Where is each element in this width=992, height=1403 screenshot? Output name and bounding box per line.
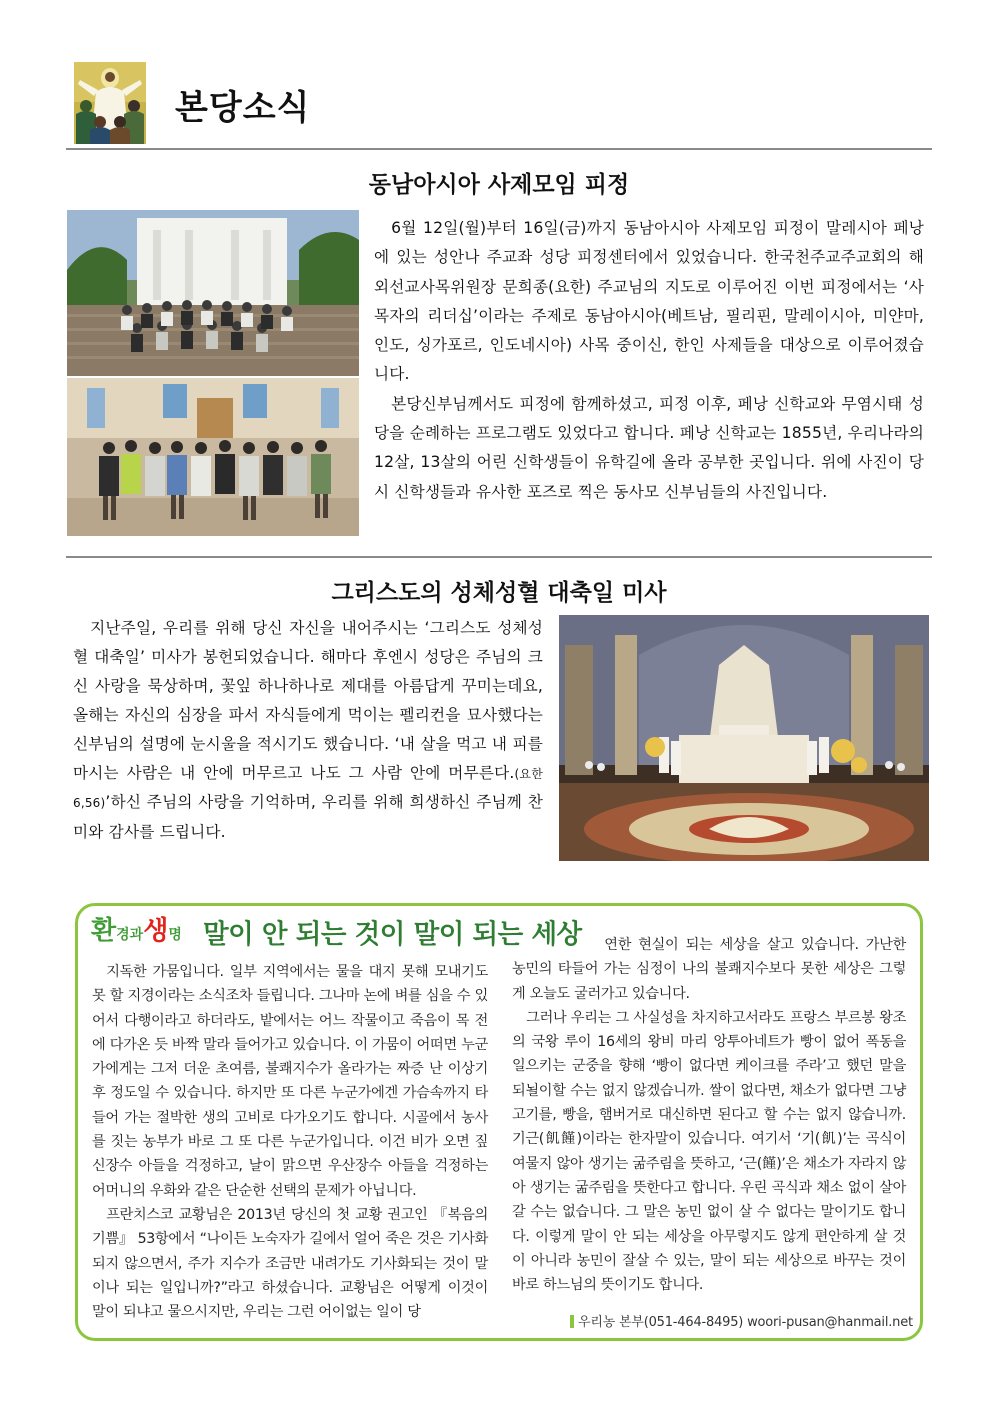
page-title: 본당소식 [175, 88, 311, 128]
column-left-text [92, 960, 488, 1324]
section1-title: 동남아시아 사제모임 피정 [368, 172, 630, 198]
column-right-text [512, 933, 906, 1297]
brand-char: 명 [168, 927, 182, 943]
column-brand [91, 910, 182, 947]
column-paragraph: 연한 현실이 되는 세상을 살고 있습니다. 가난한 농민의 타들어 가는 심정이 나의 불쾌지수보다 못한 세상은 그렇게 오늘도 굴러가고 있습니다. [512, 937, 906, 1002]
column-paragraph: 프란치스코 교황님은 2013년 당신의 첫 교황 권고인 『복음의 기쁨』 53항에서 “나이든 노숙자가 길에서 얼어 죽은 것은 기사화되지 않으면서, 주가 지수가 조금만 내려가도 기사화되는 것이 말이나 되는 일입니까?”라고 하셨습니다. 교황님은 어떻게 이것이 말이 되냐고 물으시지만, 우리는 그런 어이없는 일이 당 [92, 1206, 488, 1321]
column-paragraph: 지독한 가뭄입니다. 일부 지역에서는 물을 대지 못해 모내기도 못 할 지경이라는 소식조차 들립니다. 그나마 논에 벼를 심을 수 있어서 다행이라고 하더라도, 밭에서는 어느 작물이고 죽음이 목 전에 다가온 듯 바짝 말라 들어가고 있습니다. 이 가뭄이 어떠면 누군가에게는 그저 더운 초여름, 불쾌지수가 올라가는 짜증 난 이상기후 정도일 수 있습니다. 하지만 또 다른 누군가에겐 가슴속까지 타들어 가는 절박한 생의 고비로 다가오기도 합니다. 시골에서 농사를 짓는 농부가 바로 그 또 다른 누군가입니다. 이건 비가 오면 짚신장수 아들을 걱정하고, 날이 맑으면 우산장수 아들을 걱정하는 어머니의 우화와 같은 단순한 선택의 문제가 아닙니다. [92, 964, 488, 1199]
parish-logo [74, 62, 146, 144]
brand-char: 과 [129, 927, 144, 943]
section2-text-before-ref: 지난주일, 우리를 위해 당신 자신을 내어주시는 ‘그리스도 성체성혈 대축일’ 미사가 봉헌되었습니다. 해마다 후엔시 성당은 주님의 크신 사랑을 묵상하며, 꽃잎 하나하나로 제대를 아름답게 꾸미는데요, 올해는 자신의 심장을 파서 자식들에게 먹이는 펠리컨을 묘사했다는 신부님의 설명에 눈시울을 적시기도 했습니다. ‘내 살을 먹고 내 피를 마시는 사람은 내 안에 머무르고 나도 그 사람 안에 머무른다. [73, 619, 543, 782]
section2-paragraph [73, 614, 543, 847]
section2-body [73, 614, 543, 847]
retreat-group-photo-stairs [67, 210, 359, 376]
corpus-christi-mass-photo [559, 615, 929, 861]
section-divider [66, 556, 932, 558]
section2-text-after-ref: ’하신 주님의 사랑을 기억하며, 우리를 위해 희생하신 주님께 찬미와 감사를 드립니다. [73, 793, 543, 842]
retreat-group-photo-chapel [67, 378, 359, 536]
section1-body [374, 214, 924, 507]
section1-paragraph: 6월 12일(월)부터 16일(금)까지 동남아시아 사제모임 피정이 말레시아 페낭에 있는 성안나 주교좌 성당 피정센터에서 있었습니다. 한국천주교주교회의 해외선교사목위원장 문희종(요한) 주교님의 지도로 이루어진 이번 피정에서는 ‘사목자의 리더십’이라는 주제로 동남아시아(베트남, 필리핀, 말레이시아, 미얀마, 인도, 싱가포르, 인도네시아) 사목 중이신, 한인 사제들을 대상으로 이루어졌습니다. [374, 219, 924, 384]
column-footer-text: 우리농 본부(051-464-8495) woori-pusan@hanmail.net [578, 1315, 913, 1330]
brand-char: 경 [116, 927, 130, 943]
jesus-disciples-icon [74, 62, 146, 144]
section2-title: 그리스도의 성체성혈 대축일 미사 [331, 580, 667, 606]
column-paragraph: 그러나 우리는 그 사실성을 차지하고서라도 프랑스 부르봉 왕조의 국왕 루이 16세의 왕비 마리 앙투아네트가 빵이 없어 폭동을 일으키는 군중을 향해 ‘빵이 없다면 케이크를 주라’고 했던 말을 되뇔이할 수는 없지 않겠습니까. 쌀이 없다면, 채소가 없다면 그냥 고기를, 빵을, 햄버거로 대신하면 된다고 할 수는 없지 않습니까. 기근(飢饉)이라는 한자말이 있습니다. 여기서 ‘기(飢)’는 곡식이 여물지 않아 생기는 굶주림을 뜻하고, ‘근(饉)’은 채소가 자라지 않아 생기는 굶주림을 뜻한다고 합니다. 우린 곡식과 채소 없이 살아갈 수는 없습니다. 그 말은 농민 없이 살 수 없다는 말이기도 합니다. 이렇게 말이 안 되는 세상을 아무렇지도 않게 편안하게 살 것이 아니라 농민이 잘살 수 있는, 말이 되는 세상으로 바꾸는 것이 바로 하느님의 뜻이기도 합니다. [512, 1009, 906, 1294]
brand-char: 생 [143, 916, 169, 946]
scripture-reference: (요한 6,56) [73, 766, 543, 811]
footer-marker-icon [570, 1315, 574, 1328]
section1-paragraph: 본당신부님께서도 피정에 함께하셨고, 피정 이후, 페낭 신학교와 무염시태 성당을 순례하는 프로그램도 있었다고 합니다. 페낭 신학교는 1855년, 우리나라의 12살, 13살의 어린 신학생들이 유학길에 올라 공부한 곳입니다. 위에 사진이 당시 신학생들과 유사한 포즈로 찍은 동사모 신부님들의 사진입니다. [374, 394, 924, 501]
column-title: 말이 안 되는 것이 말이 되는 세상 [203, 919, 582, 950]
brand-char: 환 [91, 916, 117, 946]
column-footer [570, 1311, 913, 1330]
header-divider [66, 148, 932, 150]
